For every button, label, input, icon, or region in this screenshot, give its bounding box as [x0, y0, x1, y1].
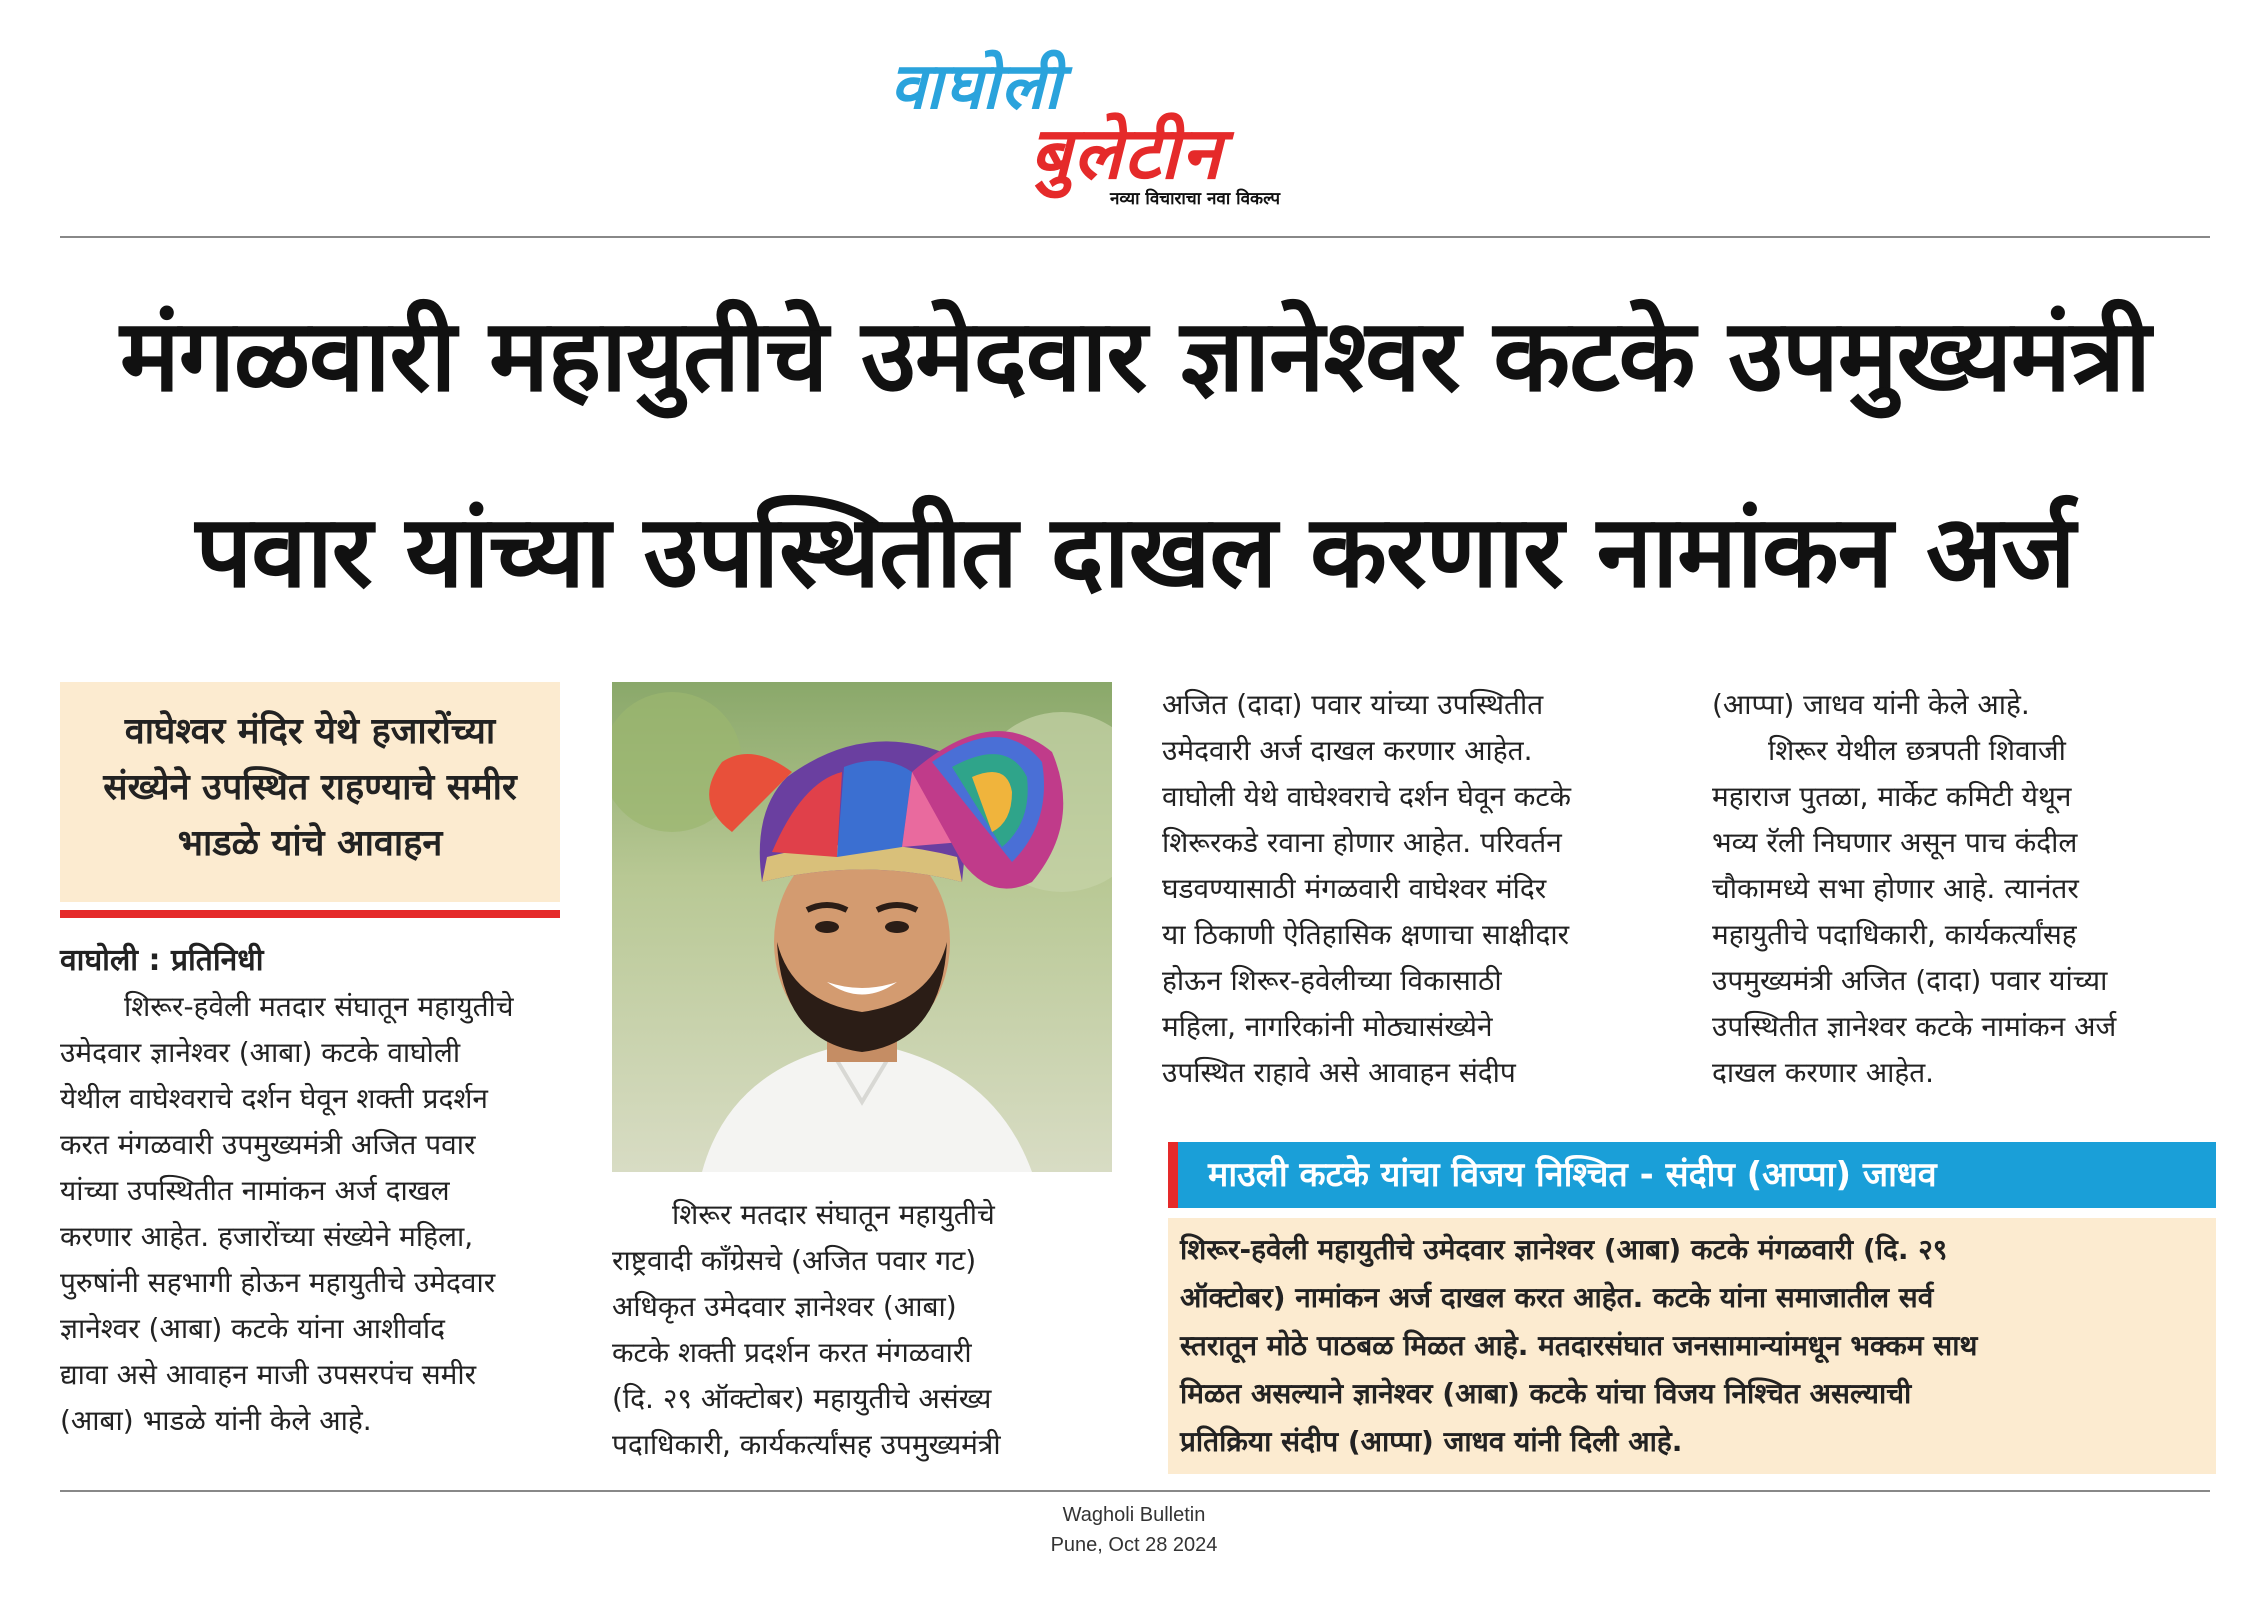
logo-tagline: नव्या विचाराचा नवा विकल्प [1110, 189, 1281, 209]
quote-heading-accent [1168, 1142, 1178, 1208]
col2-line: अधिकृत उमेदवार ज्ञानेश्वर (आबा) [612, 1290, 957, 1323]
article-column-4 [1712, 682, 2212, 1096]
col4-line: उपमुख्यमंत्री अजित (दादा) पवार यांच्या [1712, 964, 2108, 997]
subhead-line-3: भाडळे यांचे आवाहन [177, 823, 443, 864]
portrait-illustration [612, 682, 1112, 1172]
quote-body-text [1180, 1226, 2204, 1466]
masthead-logo [880, 40, 1360, 210]
logo-title-bottom: बुलेटीन [1030, 111, 1223, 195]
article-column-2 [612, 1192, 1112, 1468]
quote-line: शिरूर-हवेली महायुतीचे उमेदवार ज्ञानेश्वर (आबा) कटके मंगळवारी (दि. २९ [1180, 1233, 1948, 1266]
col4-line: महाराज पुतळा, मार्केट कमिटी येथून [1712, 780, 2072, 813]
quote-body-box [1168, 1218, 2216, 1474]
subhead-box [60, 682, 560, 902]
col3-line: शिरूरकडे रवाना होणार आहेत. परिवर्तन [1162, 826, 1562, 859]
col3-line: घडवण्यासाठी मंगळवारी वाघेश्वर मंदिर [1162, 872, 1547, 905]
col4-line: महायुतीचे पदाधिकारी, कार्यकर्त्यांसह [1712, 918, 2077, 951]
quote-line: स्तरातून मोठे पाठबळ मिळत आहे. मतदारसंघात जनसामान्यांमधून भक्कम साथ [1180, 1329, 1978, 1362]
col1-line: करत मंगळवारी उपमुख्यमंत्री अजित पवार [60, 1128, 476, 1161]
col1-line: (आबा) भाडळे यांनी केले आहे. [60, 1404, 372, 1437]
col3-line: उमेदवारी अर्ज दाखल करणार आहेत. [1162, 734, 1533, 767]
header-divider [60, 236, 2210, 238]
col2-line: शिरूर मतदार संघातून महायुतीचे [672, 1198, 995, 1231]
footer-dateline: Pune, Oct 28 2024 [1050, 1534, 1218, 1556]
col4-line: दाखल करणार आहेत. [1712, 1056, 1935, 1089]
byline: वाघोली : प्रतिनिधी [60, 943, 264, 978]
col3-line: महिला, नागरिकांनी मोठ्यासंख्येने [1162, 1010, 1493, 1043]
col1-line: ज्ञानेश्वर (आबा) कटके यांना आशीर्वाद [60, 1312, 445, 1345]
col1-line: येथील वाघेश्वराचे दर्शन घेवून शक्ती प्रदर्शन [60, 1082, 488, 1115]
col4-line: उपस्थितीत ज्ञानेश्वर कटके नामांकन अर्ज [1712, 1010, 2117, 1043]
col1-line: यांच्या उपस्थितीत नामांकन अर्ज दाखल [60, 1174, 450, 1207]
col3-line: अजित (दादा) पवार यांच्या उपस्थितीत [1162, 688, 1544, 721]
article-column-3 [1162, 682, 1662, 1096]
headline-line-1: मंगळवारी महायुतीचे उमेदवार ज्ञानेश्वर कटके उपमुख्यमंत्री [119, 297, 2151, 414]
subhead-text [60, 704, 560, 872]
col3-line: उपस्थित राहावे असे आवाहन संदीप [1162, 1056, 1516, 1089]
col1-line: पुरुषांनी सहभागी होऊन महायुतीचे उमेदवार [60, 1266, 496, 1299]
col4-line: चौकामध्ये सभा होणार आहे. त्यानंतर [1712, 872, 2079, 905]
col1-line: करणार आहेत. हजारोंच्या संख्येने महिला, [60, 1220, 474, 1253]
col1-line: शिरूर-हवेली मतदार संघातून महायुतीचे [124, 990, 514, 1023]
subhead-red-rule [60, 910, 560, 918]
col1-line: उमेदवार ज्ञानेश्वर (आबा) कटके वाघोली [60, 1036, 461, 1069]
col3-line: या ठिकाणी ऐतिहासिक क्षणाचा साक्षीदार [1162, 918, 1570, 951]
logo-title-top: वाघोली [890, 50, 1063, 124]
quote-line: प्रतिक्रिया संदीप (आप्पा) जाधव यांनी दिली आहे. [1180, 1425, 1683, 1458]
quote-line: ऑक्टोबर) नामांकन अर्ज दाखल करत आहेत. कटके यांना समाजातील सर्व [1180, 1281, 1934, 1314]
footer-divider [60, 1490, 2210, 1492]
col2-line: (दि. २९ ऑक्टोबर) महायुतीचे असंख्य [612, 1382, 992, 1415]
footer-publication: Wagholi Bulletin [1062, 1504, 1206, 1526]
col2-line: कटके शक्ती प्रदर्शन करत मंगळवारी [612, 1336, 972, 1369]
subhead-line-1: वाघेश्वर मंदिर येथे हजारोंच्या [124, 711, 496, 752]
col2-line: राष्ट्रवादी काँग्रेसचे (अजित पवार गट) [612, 1244, 977, 1277]
col4-line: शिरूर येथील छत्रपती शिवाजी [1768, 734, 2066, 767]
subhead-line-2: संख्येने उपस्थित राहण्याचे समीर [103, 767, 517, 808]
col2-line: पदाधिकारी, कार्यकर्त्यांसह उपमुख्यमंत्री [612, 1428, 1001, 1461]
headline-line-2: पवार यांच्या उपस्थितीत दाखल करणार नामांकन अर्ज [195, 493, 2075, 610]
col3-line: वाघोली येथे वाघेश्वराचे दर्शन घेवून कटके [1162, 780, 1572, 813]
col3-line: होऊन शिरूर-हवेलीच्या विकासाठी [1162, 964, 1502, 997]
article-column-1 [60, 984, 560, 1444]
candidate-photo [612, 682, 1112, 1172]
col4-line: (आप्पा) जाधव यांनी केले आहे. [1712, 688, 2030, 721]
col1-line: द्यावा असे आवाहन माजी उपसरपंच समीर [60, 1358, 477, 1391]
col4-line: भव्य रॅली निघणार असून पाच कंदील [1712, 826, 2078, 859]
quote-heading-box [1168, 1142, 2216, 1208]
quote-line: मिळत असल्याने ज्ञानेश्वर (आबा) कटके यांचा विजय निश्चित असल्याची [1180, 1377, 1912, 1410]
quote-heading-text: माउली कटके यांचा विजय निश्चित - संदीप (आप्पा) जाधव [1208, 1155, 1937, 1195]
